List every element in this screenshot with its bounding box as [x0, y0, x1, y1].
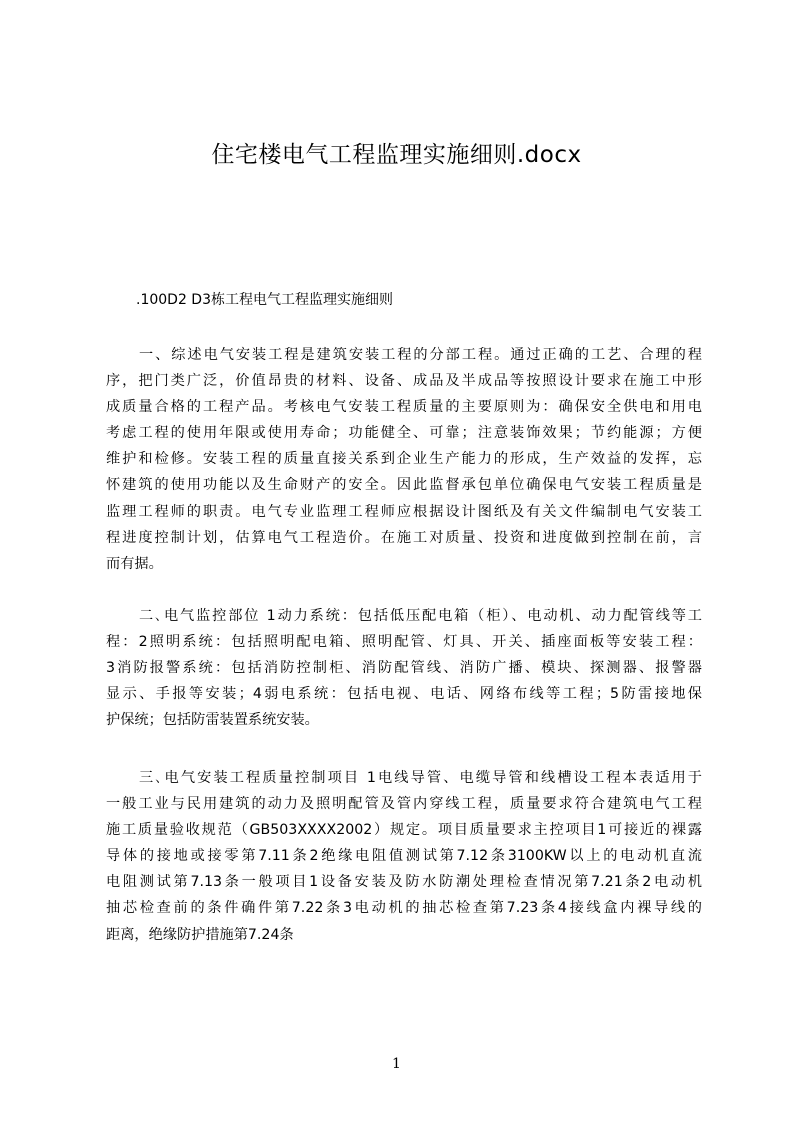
paragraph-line: 考虑工程的使用年限或使用寿命；功能健全、可靠；注意装饰效果；节约能源；方便: [106, 425, 702, 442]
paragraph-line: 二､电气监控部位 1动力系统：包括低压配电箱（柜）、电动机、动力配管线等工: [139, 608, 702, 624]
paragraph-line: 一、综述电气安装工程是建筑安装工程的分部工程。通过正确的工艺、合理的程: [139, 347, 702, 363]
paragraph-quality-control: [106, 765, 702, 948]
paragraph-line: 程：2照明系统：包括照明配电箱、照明配管、灯具、开关、插座面板等安装工程：: [106, 634, 702, 651]
paragraph-line: 而有据。: [106, 555, 163, 572]
paragraph-line: 电阻测试第7.13条一般项目1设备安装及防水防潮处理检查情况第7.21条2电动机: [106, 874, 702, 891]
paragraph-line: 三､电气安装工程质量控制项目 1电线导管、电缆导管和线槽设工程本表适用于: [139, 770, 702, 786]
paragraph-line: 护保统；包括防雷装置系统安装。: [106, 712, 319, 729]
paragraph-overview: [106, 342, 702, 577]
paragraph-line: 导体的接地或接零第7.11条2绝缘电阻值测试第7.12条3100KW以上的电动机直流: [106, 848, 702, 865]
paragraph-monitoring-parts: [106, 603, 702, 733]
paragraph-line: 维护和检修。安装工程的质量直接关系到企业生产能力的形成，生产效益的发挥，忘: [106, 451, 702, 468]
paragraph-line: 怀建筑的使用功能以及生命财产的安全。因此监督承包单位确保电气安装工程质量是: [106, 477, 702, 494]
paragraph-line: 成质量合格的工程产品。考核电气安装工程质量的主要原则为：确保安全供电和用电: [106, 399, 702, 416]
document-subtitle: .100D2 D3栋工程电气工程监理实施细则: [136, 292, 393, 308]
paragraph-line: 程进度控制计划，估算电气工程造价。在施工对质量、投资和进度做到控制在前，言: [106, 529, 702, 546]
paragraph-line: 3消防报警系统：包括消防控制柜、消防配管线、消防广播、模块、探测器、报警器: [106, 660, 702, 677]
paragraph-line: 抽芯检查前的条件确件第7.22条3电动机的抽芯检查第7.23条4接线盒内裸导线的: [106, 900, 702, 917]
paragraph-line: 一般工业与民用建筑的动力及照明配管及管内穿线工程，质量要求符合建筑电气工程: [106, 796, 702, 813]
paragraph-line: 距离，绝缘防护措施第7.24条: [106, 926, 294, 943]
paragraph-line: 显示、手报等安装；4弱电系统：包括电视、电话、网络布线等工程；5防雷接地保: [106, 686, 702, 703]
paragraph-line: 施工质量验收规范（GB503XXXX2002）规定。项目质量要求主控项目1可接近的裸露: [106, 822, 702, 839]
paragraph-line: 序，把门类广泛，价值昂贵的材料、设备、成品及半成品等按照设计要求在施工中形: [106, 373, 702, 390]
paragraph-line: 监理工程师的职责。电气专业监理工程师应根据设计图纸及有关文件编制电气安装工: [106, 503, 702, 520]
document-title: 住宅楼电气工程监理实施细则.docx: [211, 142, 582, 168]
page-number: 1: [392, 1056, 401, 1072]
